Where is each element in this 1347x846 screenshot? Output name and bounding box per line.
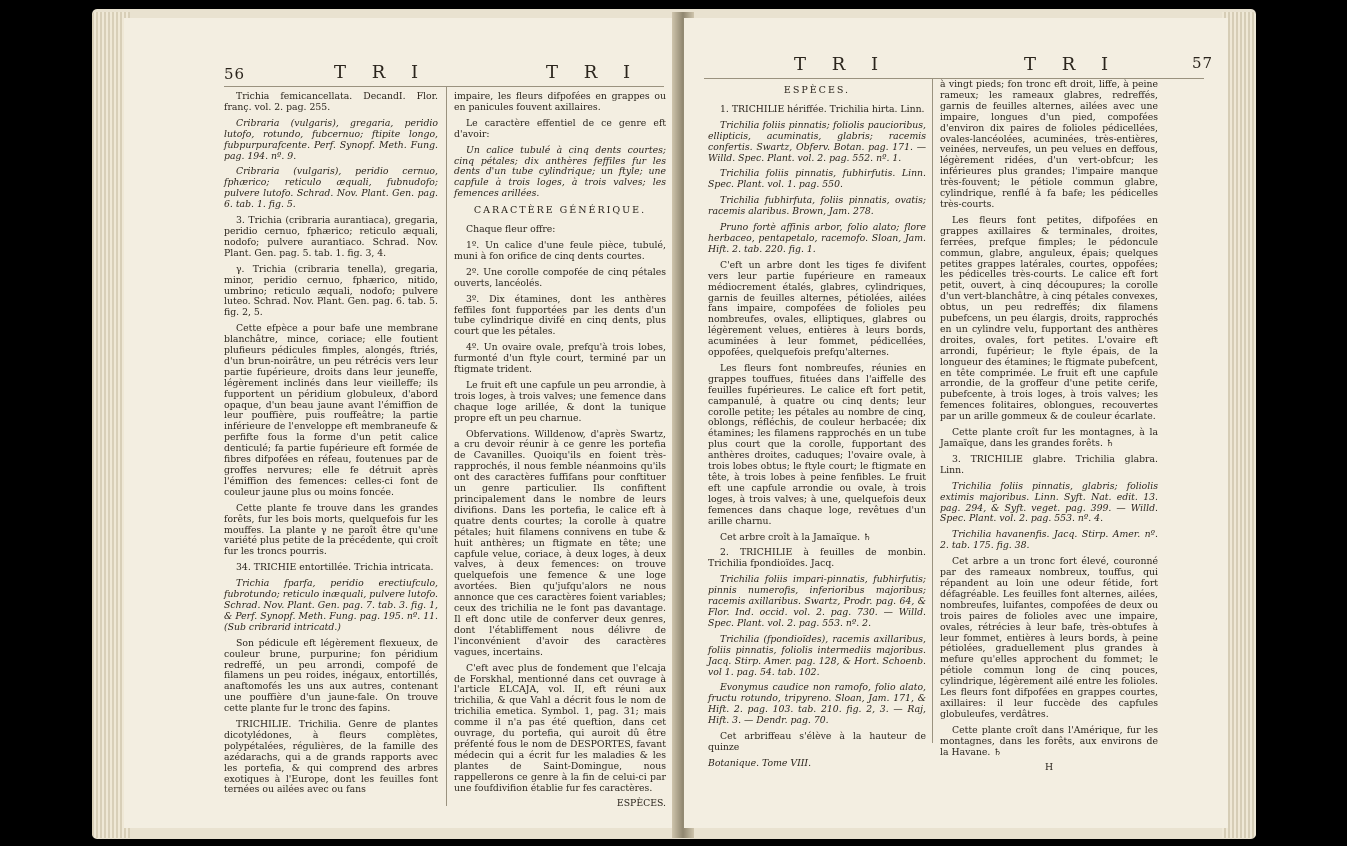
- left-page-header-right: T R I: [546, 62, 641, 83]
- left-column-1: [224, 92, 438, 801]
- signature-mark: H: [1044, 762, 1054, 774]
- catchword: ESPÈCES.: [616, 798, 666, 810]
- right-page-number: 57: [1192, 54, 1214, 72]
- paragraph: Trichilia foliis pinnatis, glabris; foliolis extimis majoribus. Linn. Syft. Nat. edit. 13. pag. 294, & Syft. veget. pag. 399. — Willd. Spec. Plant. vol. 2. pag. 553. nº. 4.: [940, 480, 1158, 525]
- left-page-header-left: T R I: [334, 62, 429, 83]
- right-column-rule: [932, 78, 933, 743]
- right-page-header-right: T R I: [1024, 54, 1119, 75]
- section-heading: ESPÈCES.: [783, 85, 851, 96]
- paragraph: γ. Trichia (cribraria tenella), gregaria, minor, peridio cernuo, fphærico, nitido, umbrino; reticulo æquali, nodofo; pulvere luteo. Schrad. Nov. Plant. Gen. pag. 6. tab. 5. fig. 2, 5.: [224, 263, 438, 319]
- paragraph: C'eft avec plus de fondement que l'elcaja de Forskhal, mentionné dans cet ouvrage à l'article ELCAJA, vol. II, eft réuni aux trichilia, & que Vahl a décrit fous le nom de trichilia emetica. Symbol. 1, pag. 31; mais comme il n'a pas été queftion, dans cet ouvrage, du portefia, qui auroit dû être préfenté fous le nom de DESPORTES, favant médecin qui a écrit fur les maladies & les plantes de Saint-Domingue, nous rappellerons ce genre à la fin de celui-ci par une foufdivifion établie fur fes caractères.: [454, 662, 666, 794]
- paragraph: Les fleurs font nombreufes, réunies en grappes touffues, fituées dans l'aiffelle des feuilles fupérieures. Le calice eft fort petit, campanulé, à quatre ou cinq dents; leur corolle petite; les pétales au nombre de cinq, oblongs, réfléchis, de couleur herbacée; dix étamines; les filamens rapprochés en un tube plus court que la corolle, fupportant des anthères droites, caduques; l'ovaire ovale, à trois lobes obtus; le ftyle court; le ftigmate en tête, à trois lobes à peine fenfibles. Le fruit eft une capfule arrondie ou ovale, à trois loges, à trois valves; à une, quelquefois deux femences dans chaque loge, revêtues d'un arille charnu.: [708, 362, 926, 527]
- paragraph: Cette plante croît dans l'Amérique, fur les montagnes, dans les forêts, aux environs de la Havane. ♄: [940, 724, 1158, 758]
- paragraph: Un calice tubulé à cinq dents courtes; cinq pétales; dix anthères feffiles fur les dents d'un tube cylindrique; un ftyle; une capfule à trois loges, à trois valves; les femences arillées.: [454, 144, 666, 200]
- paragraph: Le fruit eft une capfule un peu arrondie, à trois loges, à trois valves; une femence dans chaque loge arillée, & dont la tunique propre eft un peu charnue.: [454, 379, 666, 424]
- left-page: [124, 18, 680, 828]
- paragraph: Cette plante fe trouve dans les grandes forêts, fur les bois morts, quelquefois fur les mouffes. La plante γ ne paroît être qu'une variété plus petite de la précédente, qui croît fur les troncs pourris.: [224, 502, 438, 558]
- paragraph: Trichilia foliis pinnatis; foliolis paucioribus, ellipticis, acuminatis, glabris; racemis confertis. Swartz, Obferv. Botan. pag. 171. — Willd. Spec. Plant. vol. 2. pag. 552. nº. 1.: [708, 119, 926, 164]
- page-footer: Botanique. Tome VIII.: [708, 757, 812, 769]
- section-heading: CARACTÈRE GÉNÉRIQUE.: [473, 205, 647, 217]
- paragraph: C'eft un arbre dont les tiges fe divifent vers leur partie fupérieure en rameaux médiocrement étalés, glabres, cylindriques, garnis de feuilles alternes, pétiolées, ailées fans impaire, compofées de folioles peu nombreufes, ovales, elliptiques, glabres ou légèrement velues, entières à leurs bords, acuminées à leur fommet, pédicellées, oppofées, quelquefois prefqu'alternes.: [708, 259, 926, 359]
- paragraph: Cribraria (vulgaris), gregaria, peridio lutofo, rotundo, fubcernuo; ftipite longo, fubpurpurafcente. Perf. Synopf. Meth. Fung. pag. 194. nº. 9.: [224, 117, 438, 162]
- paragraph: 3. Trichia (cribraria aurantiaca), gregaria, peridio cernuo, fphærico; reticulo æquali, nodofo; pulvere aurantiaco. Schrad. Nov. Plant. Gen. pag. 5. tab. 1. fig. 3, 4.: [224, 215, 438, 259]
- paragraph: 3º. Dix étamines, dont les anthères feffiles font fupportées par les dents d'un tube cylindrique divifé en cinq dents, plus court que les pétales.: [454, 293, 666, 338]
- paragraph: Les fleurs font petites, difpofées en grappes axillaires & terminales, droites, ferrées, prefque fimples; le pédoncule commun, glabre, anguleux, épais; quelques petites grappes latérales, courtes, oppofées; les pédicelles très-courts. Le calice eft fort petit, ouvert, à cinq découpures; la corolle d'un vert-blanchâtre, à cinq pétales convexes, obtus, un peu redreffés; dix filamens pubefcens, un peu élargis, droits, rapprochés en un cylindre velu, fupportant des anthères droites, ovales, fort petites. L'ovaire eft arrondi, fupérieur; le ftyle épais, de la longueur des étamines; le ftigmate pubefcent, en tête comprimée. Le fruit eft une capfule arrondie, de la groffeur d'une petite cerife, pubefcente, à trois loges, à trois valves; les femences folitaires, oblongues, recouvertes par un arille gommeux & de couleur écarlate.: [940, 214, 1158, 423]
- right-page: [684, 18, 1228, 828]
- left-page-number: 56: [224, 65, 246, 83]
- paragraph: 4º. Un ovaire ovale, prefqu'à trois lobes, furmonté d'un ftyle court, terminé par un ftigmate trident.: [454, 342, 666, 376]
- paragraph: Trichilia fubhirfuta, foliis pinnatis, ovatis; racemis alaribus. Brown, Jam. 278.: [708, 195, 926, 218]
- right-page-header-left: T R I: [794, 54, 889, 75]
- paragraph: Chaque fleur offre:: [466, 224, 556, 236]
- paragraph: 1º. Un calice d'une feule pièce, tubulé, muni à fon orifice de cinq dents courtes.: [454, 239, 666, 262]
- paragraph: Cribraria (vulgaris), peridio cernuo, fphærico; reticulo æquali, fubnudofo; pulvere lutofo. Schrad. Nov. Plant. Gen. pag. 6. tab. 1. fig. 5.: [224, 166, 438, 211]
- left-column-rule: [446, 86, 447, 806]
- genus-heading: TRICHILIE. Trichilia. Genre de plantes dicotylédones, à fleurs complètes, polypétalées, régulières, de la famille des azédarachs, qui a de grands rapports avec les portefia, & qui comprend des arbres exotiques à l'Europe, dont les feuilles font ternées ou ailées avec ou fans: [224, 719, 438, 796]
- paragraph: Le caractère effentiel de ce genre eft d'avoir:: [454, 117, 666, 140]
- paragraph: Son pédicule eft légèrement flexueux, de couleur brune, purpurine; fon péridium redreffé, un peu arrondi, compofé de filamens un peu roides, inégaux, entortillés, anaftomofés les uns aux autres, contenant une pouffière d'un jaune-fale. On trouve cette plante fur le tronc des fapins.: [224, 637, 438, 715]
- species-heading: 34. TRICHIE entortillée. Trichia intricata.: [236, 562, 434, 574]
- species-heading: 1. TRICHILIE hériffée. Trichilia hirta. Linn.: [720, 103, 925, 115]
- paragraph: Cette efpèce a pour bafe une membrane blanchâtre, mince, coriace; elle foutient plufieurs pédicules fimples, alongés, ftriés, d'un brun-noirâtre, un peu rétrécis vers leur partie fupérieure, droits dans leur jeuneffe, légèrement inclinés dans leur vieilleffe; ils fupportent un péridium globuleux, d'abord opaque, d'un beau jaune avant l'émiffion de leur pouffière, puis rouffeâtre; la partie inférieure de l'enveloppe eft membraneufe & perfifte fous la forme d'un petit calice denticulé; fa partie fupérieure eft formée de fibres difpofées en réfeau, foutenues par de groffes nervures; elle fe détruit après l'émiffion des femences: celles-ci font de couleur jaune plus ou moins foncée.: [224, 323, 438, 498]
- paragraph: Trichilia havanenfis. Jacq. Stirp. Amer. nº. 2. tab. 175. fig. 38.: [940, 529, 1158, 552]
- paragraph: Cet arbre croît à la Jamaïque. ♄: [720, 531, 872, 543]
- species-heading: 3. TRICHILIE glabre. Trichilia glabra. Linn.: [940, 453, 1158, 476]
- paragraph: Cette plante croît fur les montagnes, à la Jamaïque, dans les grandes forêts. ♄: [940, 427, 1158, 449]
- paragraph: Cet arbriffeau s'élève à la hauteur de quinze: [708, 731, 926, 753]
- paragraph: Trichia fparfa, peridio erectiufculo, fubrotundo; reticulo inæquali, pulvere lutofo. Schrad. Nov. Plant. Gen. pag. 7. tab. 3. fig. 1, & Perf. Synopf. Meth. Fung. pag. 195. nº. 11. (Sub cribrarid intricatd.): [224, 578, 438, 633]
- paragraph: Trichilia foliis impari-pinnatis, fubhirfutis; pinnis numerofis, inferioribus majoribus; racemis axillaribus. Swartz, Prodr. pag. 64, & Flor. Ind. occid. vol. 2. pag. 730. — Willd. Spec. Plant. vol. 2. pag. 553. nº. 2.: [708, 574, 926, 629]
- paragraph: impaire, les fleurs difpofées en grappes ou en panicules fouvent axillaires.: [454, 91, 666, 113]
- paragraph: Obfervations. Willdenow, d'après Swartz, a cru devoir réunir à ce genre les portefia de Cavanilles. Quoiqu'ils en foient très-rapprochés, il nous femble néanmoins qu'ils ont des caractères fuffifans pour conftituer un genre particulier. Ils confiftent principalement dans le nombre de leurs divifions. Dans les portefia, le calice eft à quatre dents courtes; la corolle à quatre pétales; huit filamens connivens en tube & huit anthères; un ftigmate en tête; une capfule velue, coriace, à deux loges, à deux valves, à deux femences: on trouve quelquefois une femence & une loge avortées. Bien qu'jufqu'alors ne nous annonce que ces caractères foient variables; ceux des trichilia ne le font pas davantage. Il eft donc utile de conferver deux genres, dont l'établiffement nous délivre de l'inconvénient d'avoir des caractères vagues, incertains.: [454, 428, 666, 658]
- right-column-2: [940, 80, 1158, 779]
- left-column-2: [454, 92, 666, 815]
- paragraph: à vingt pieds; fon tronc eft droit, liffe, à peine rameux; les rameaux glabres, redreffés, garnis de feuilles alternes, ailées avec une impaire, longues d'un pied, compofées d'environ dix paires de folioles pédicellées, ovales-lancéolées, acuminées, très-entières, veinées, nerveufes, un peu velues en deffous, légèrement ridées, d'un vert-obfcur; les inférieures plus grandes; l'impaire manque très-fouvent; le pétiole commun glabre, cylindrique, renflé à fa bafe; les pédicelles très-courts.: [940, 79, 1158, 210]
- right-column-1: [708, 80, 926, 775]
- paragraph: Trichia femicancellata. DecandI. Flor. franç. vol. 2. pag. 255.: [224, 91, 438, 113]
- paragraph: Evonymus caudice non ramofo, folio alato, fructu rotundo, tripyreno. Sloan, Jam. 171, & Hift. 2. pag. 103. tab. 210. fig. 2, 3. — Raj, Hift. 3. — Dendr. pag. 70.: [708, 682, 926, 727]
- paragraph: Cet arbre a un tronc fort élevé, couronné par des rameaux nombreux, touffus, qui répandent au loin une odeur fétide, fort défagréable. Les feuilles font alternes, ailées, nombreufes, luifantes, compofées de deux ou trois paires de folioles avec une impaire, ovales, rétrécies à leur bafe, très-obtufes à leur fommet, entières à leurs bords, à peine pétiolées, graduellement plus grandes à mefure qu'elles approchent du fommet; le pétiole commun long de cinq pouces, cylindrique, légèrement ailé entre les folioles. Les fleurs font difpofées en grappes courtes, axillaires: il leur fuccède des capfules globuleufes, verdâtres.: [940, 556, 1158, 720]
- paragraph: Pruno fortè affinis arbor, folio alato; flore herbaceo, pentapetalo, racemofo. Sloan, Jam. Hift. 2. tab. 220. fig. 1.: [708, 222, 926, 255]
- paragraph: Trichilia (fpondioïdes), racemis axillaribus, foliis pinnatis, foliolis intermediis majoribus. Jacq. Stirp. Amer. pag. 128, & Hort. Schoenb. vol 1. pag. 54. tab. 102.: [708, 633, 926, 678]
- species-heading: 2. TRICHILIE à feuilles de monbin. Trichilia fpondioïdes. Jacq.: [708, 547, 926, 570]
- paragraph: Trichilia foliis pinnatis, fubhirfutis. Linn. Spec. Plant. vol. 1. pag. 550.: [708, 168, 926, 191]
- left-header-rule: [224, 86, 664, 87]
- paragraph: 2º. Une corolle compofée de cinq pétales ouverts, lancéolés.: [454, 266, 666, 289]
